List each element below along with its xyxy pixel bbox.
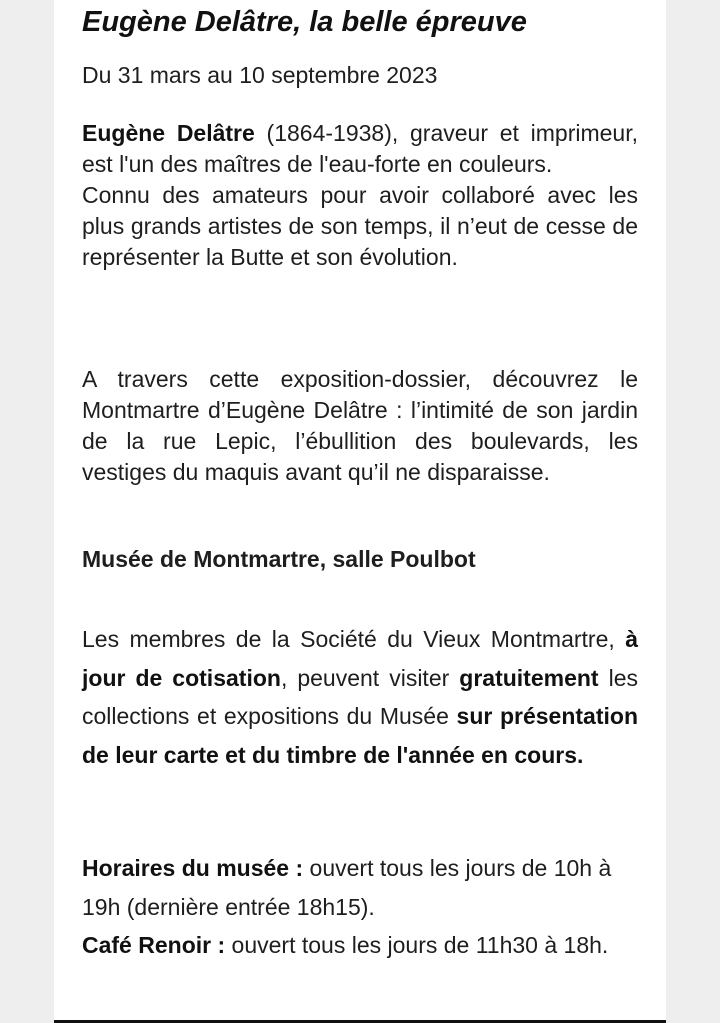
venue-heading: Musée de Montmartre, salle Poulbot <box>82 546 476 572</box>
discover-paragraph <box>82 364 638 488</box>
intro-paragraph <box>82 118 638 273</box>
article-page <box>54 0 666 1023</box>
cafe-hours-text: ouvert tous les jours de 11h30 à 18h. <box>225 932 609 958</box>
artist-name: Eugène Delâtre <box>82 120 255 146</box>
discover-text: A travers cette exposition-dossier, découvrez le Montmartre d’Eugène Delâtre : l’intimité de son jardin de la rue Lepic, l’ébullition des boulevards, les vestiges du maquis avant qu’il ne disparaisse. <box>82 366 638 485</box>
museum-hours-text: ouvert tous les jours de 10h à 19h (dernière entrée 18h15). <box>82 855 612 920</box>
bio-text: (1864-1938), graveur et imprimeur, est l'un des maîtres de l'eau-forte en couleurs. <box>82 120 639 177</box>
cafe-hours-label: Café Renoir : <box>82 932 226 958</box>
membership-condition: à jour de cotisation <box>82 626 638 691</box>
members-text: Les membres de la Société du Vieux Montmartre, à jour de cotisation, peuvent visiter gratuitement les collections et expositions du Musée sur présentation de leur carte et du timbre de l'année en cours. <box>82 626 638 768</box>
cafe-hours <box>82 926 638 965</box>
members-paragraph <box>82 620 638 774</box>
presentation-condition: sur présentation de leur carte et du timbre de l'année en cours. <box>82 703 638 768</box>
opening-hours <box>82 849 638 965</box>
exhibition-title: Eugène Delâtre, la belle épreuve <box>82 6 527 38</box>
free-access: gratuitement <box>459 664 599 691</box>
museum-hours <box>82 849 638 926</box>
bio-sentence <box>82 118 638 180</box>
collaboration-sentence: Connu des amateurs pour avoir collaboré avec les plus grands artistes de son temps, il n’eut de cesse de représenter la Butte et son évolution. <box>82 182 638 270</box>
museum-hours-label: Horaires du musée : <box>82 855 304 881</box>
exhibition-dates: Du 31 mars au 10 septembre 2023 <box>82 62 438 88</box>
